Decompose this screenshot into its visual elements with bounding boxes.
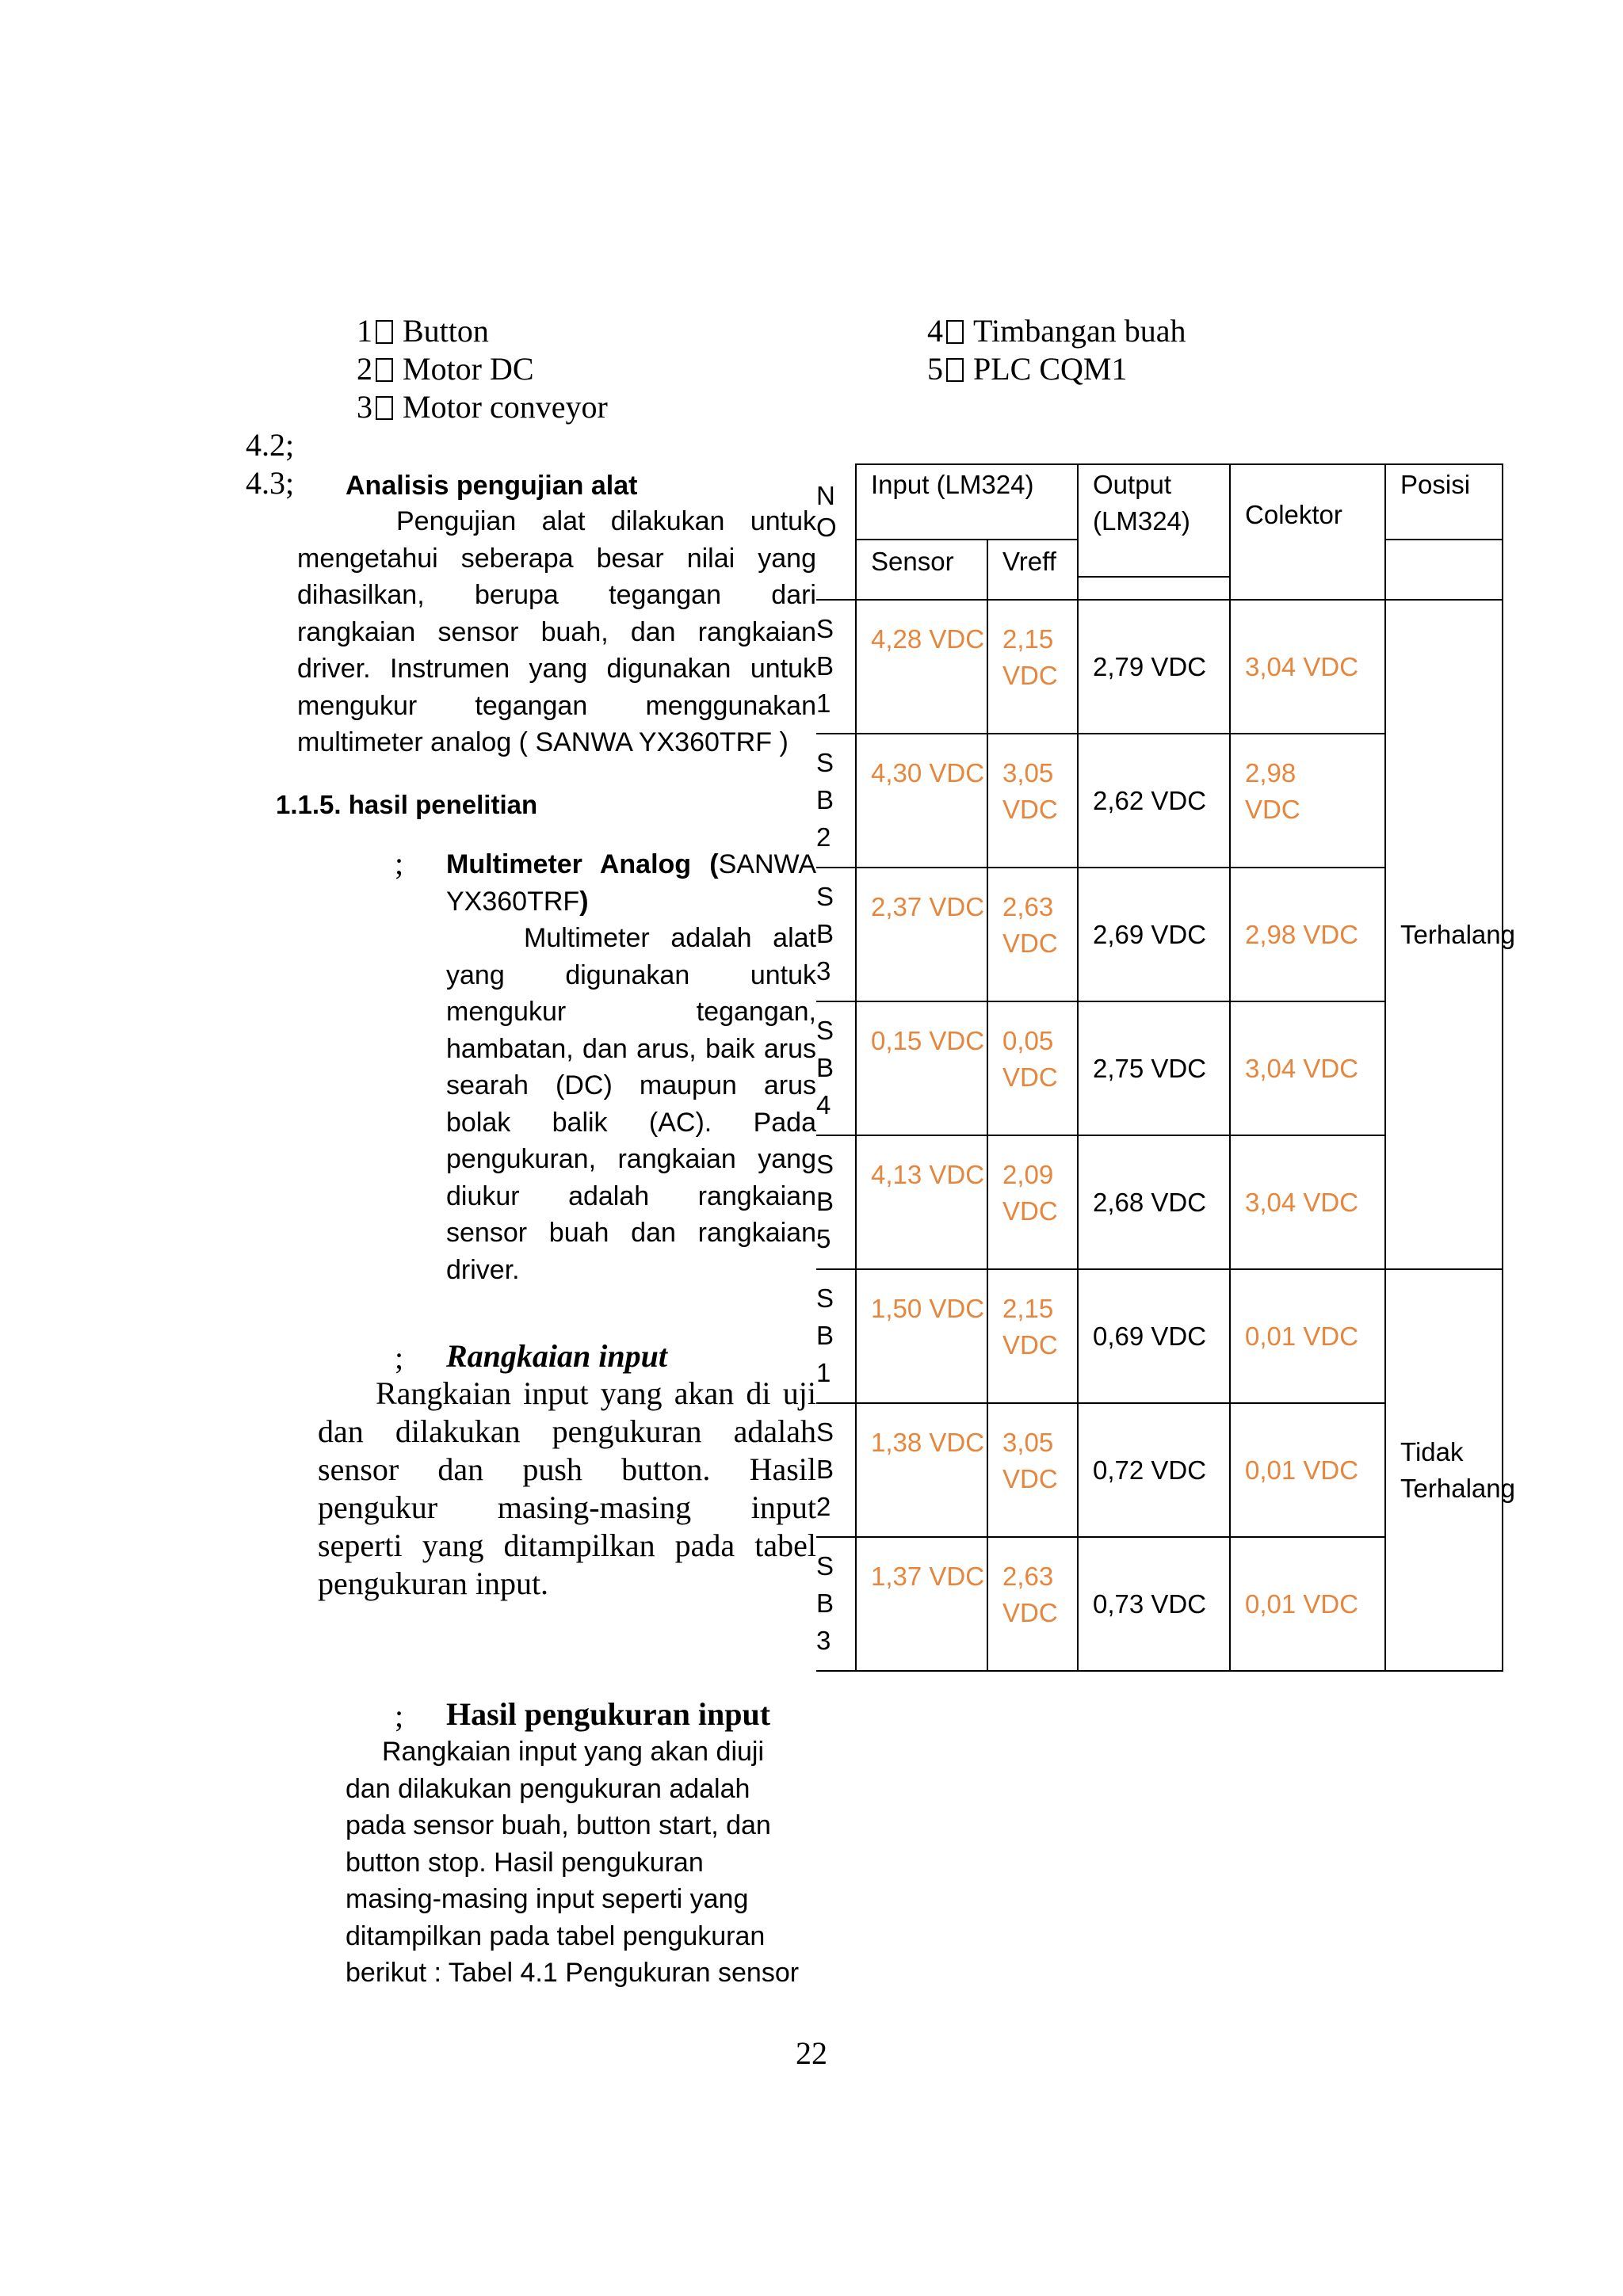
- table-row: SB2 1,38 VDC 3,05 VDC 0,72 VDC 0,01 VDC: [816, 1403, 1503, 1537]
- table-row: SB5 4,13 VDC 2,09 VDC 2,68 VDC 3,04 VDC: [816, 1135, 1503, 1269]
- header-input: Input (LM324): [856, 464, 1078, 540]
- table-row: SB4 0,15 VDC 0,05 VDC 2,75 VDC 3,04 VDC: [816, 1001, 1503, 1135]
- bullet-marker: ;: [395, 845, 404, 881]
- header-output-blank: [1078, 540, 1230, 600]
- hasil-penelitian-heading: 1.1.5. hasil penelitian: [276, 790, 538, 819]
- box-glyph-icon: [376, 396, 393, 420]
- legend-item-3: 3 Motor conveyor: [357, 389, 608, 425]
- legend-item-4: 4 Timbangan buah: [927, 313, 1186, 349]
- analysis-paragraph: Pengujian alat dilakukan untuk mengetahui seberapa besar nilai yang dihasilkan, berupa tegangan dari rangkaian sensor buah, dan rangkaian driver. Instrumen yang digunakan untuk mengukur tegangan menggunakan multimeter analog ( SANWA YX360TRF ): [297, 506, 816, 757]
- table-row: SB1 1,50 VDC 2,15 VDC 0,69 VDC 0,01 VDC Tidak Terhalang: [816, 1269, 1503, 1403]
- table-row: SB3 2,37 VDC 2,63 VDC 2,69 VDC 2,98 VDC: [816, 868, 1503, 1001]
- box-glyph-icon: [376, 320, 393, 344]
- legend-item-5: 5 PLC CQM1: [927, 351, 1128, 387]
- analysis-heading: Analisis pengujian alat: [346, 471, 638, 501]
- box-glyph-icon: [946, 320, 964, 344]
- section-number-4-2: 4.2;: [246, 427, 295, 463]
- posisi-tidak-terhalang: Tidak Terhalang: [1385, 1269, 1503, 1671]
- header-vreff: Vreff: [987, 540, 1078, 600]
- bullet-marker: ;: [395, 1340, 404, 1375]
- hasil-pengukuran-paragraph: Rangkaian input yang akan diuji dan dilakukan pengukuran adalah pada sensor buah, button start, dan button stop. Hasil pengukuran masing-masing input seperti yang ditampilkan pada tabel pengukuran berikut : Tabel 4.1 Pengukuran sensor: [346, 1737, 800, 1988]
- header-posisi: Posisi: [1385, 464, 1503, 540]
- table-row: SB3 1,37 VDC 2,63 VDC 0,73 VDC 0,01 VDC: [816, 1537, 1503, 1671]
- box-glyph-icon: [946, 358, 964, 382]
- header-output: Output (LM324): [1078, 464, 1230, 540]
- header-posisi-blank: [1385, 540, 1503, 600]
- bullet-marker: ;: [395, 1698, 404, 1733]
- sensor-measurement-table: [816, 463, 1515, 1672]
- multimeter-section: Multimeter Analog (SANWA YX360TRF) Multimeter adalah alat yang digunakan untuk mengukur tegangan, hambatan, dan arus, baik arus searah (DC) maupun arus bolak balik (AC). Pada pengukuran, rangkaian yang diukur adalah rangkaian sensor buah dan rangkaian driver.: [446, 849, 817, 1285]
- legend-item-2: 2 Motor DC: [357, 351, 534, 387]
- section-number-4-3: 4.3;: [246, 465, 295, 501]
- table-row: SB1 4,28 VDC 2,15 VDC 2,79 VDC 3,04 VDC Terhalang: [816, 600, 1503, 734]
- box-glyph-icon: [376, 358, 393, 382]
- rangkaian-input-paragraph: Rangkaian input yang akan di uji dan dilakukan pengukuran adalah sensor dan push button. Hasil pengukur masing-masing input seperti yang ditampilkan pada tabel pengukuran input.: [318, 1375, 816, 1601]
- hasil-pengukuran-heading: Hasil pengukuran input: [446, 1696, 771, 1732]
- page-number: 22: [796, 2035, 827, 2071]
- header-sensor: Sensor: [856, 540, 987, 600]
- posisi-terhalang: Terhalang: [1385, 600, 1503, 1269]
- rangkaian-input-heading: Rangkaian input: [446, 1338, 668, 1374]
- header-no: NO: [816, 464, 856, 600]
- legend-item-1: 1 Button: [357, 313, 489, 349]
- header-colektor: Colektor: [1230, 464, 1385, 600]
- table-row: SB2 4,30 VDC 3,05 VDC 2,62 VDC 2,98 VDC: [816, 734, 1503, 868]
